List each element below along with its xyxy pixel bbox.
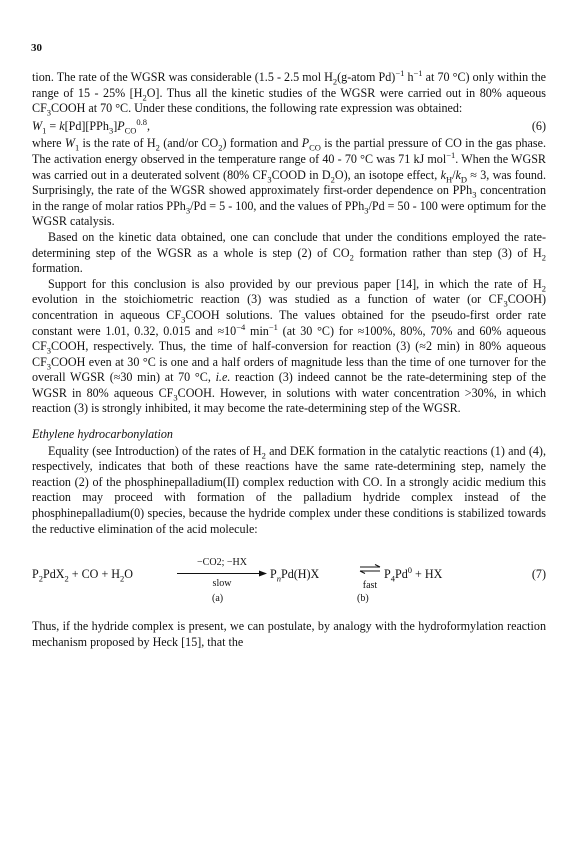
paragraph: Based on the kinetic data obtained, one can conclude that under the conditions employed the rate-determining step of the WGSR as a whole is step (2) of $CO_2$ formation rather than step (3) of $H_2$ formation. bbox=[32, 229, 547, 276]
equation-6: $W_1 = k[Pd][PPh_3]P_{CO}^{0.8}$, (6) bbox=[32, 116, 546, 136]
reaction-lhs: $P_2PdX_2$ + CO + $H_2O$ bbox=[32, 567, 134, 584]
equilibrium-label: fast bbox=[362, 579, 378, 591]
label-b: (b) bbox=[357, 593, 369, 605]
paragraph: where $W_1$ is the rate of $H_2$ (and/or $CO_2$) formation and $P_{CO}$ is the partial pressure of CO in the gas phase. The activation energy observed in the temperature range of 40 - 70 °C was 71 kJ mol$^{-1}$. When the WGSR was carried out in a deuterated solvent (80% $CF_3COOD$ in $D_2O$), an isotope effect, $k_H/k_D \approx 3$, was found. Surprisingly, the rate of the WGSR showed approximately first-order dependence on PPh$_3$ concentration in the range of molar ratios PPh$_3$/Pd = 5 - 100, and the values of PPh$_3$/Pd = 50 - 100 were optimum for the WGSR catalysis. bbox=[32, 136, 547, 229]
arrow-bottom-label: slow bbox=[212, 578, 232, 590]
paragraph: Thus, if the hydride complex is present, we can postulate, by analogy with the hydroformylation reaction mechanism proposed by Heck [15], that the bbox=[32, 619, 546, 649]
equilibrium-arrows-icon bbox=[359, 564, 381, 574]
section-heading: Ethylene hydrocarbonylation bbox=[32, 427, 173, 442]
label-a: (a) bbox=[212, 593, 224, 605]
reaction-7 bbox=[32, 545, 546, 607]
paragraph: Equality (see Introduction) of the rates of $H_2$ and DEK formation in the catalytic reactions (1) and (4), respectively, indicates that both of these reactions have the same rate-determining step, namely the reaction (2) of the phosphinepalladium(II) complex reduction with CO. In a strongly acidic medium this reaction may proceed with formation of the palladium hydride complex instead of the phosphinepalladium(0) species, because the hydride complex under these conditions is stabilized towards the reductive elimination of the acid molecule: bbox=[32, 443, 546, 536]
equilibrium-arrow bbox=[359, 563, 381, 593]
reaction-product-a: $P_nPd(H)X$ bbox=[270, 567, 320, 584]
reaction-arrow bbox=[177, 555, 267, 592]
paragraph: Support for this conclusion is also provided by our previous paper [14], in which the rate of $H_2$ evolution in the stoichiometric reaction (3) was studied as a function of water (or $CF_3COOH$) concentration in aqueous $CF_3COOH$ solutions. The values obtained for the pseudo-first order rate constant were 1.01, 0.32, 0.015 and $\approx 10^{-4}$ $\min^{-1} (at$ 30 °C) for ≈100%, 80%, 70% and 60% aqueous $CF_3COOH$, respectively. Thus, the time of half-conversion for reaction (3) (≈2 min) in 80% aqueous $CF_3COOH$ even at 30 °C is one and a half orders of magnitude less than the time of one turnover for the overall WGSR (≈30 min) at 70 °C, i.e. reaction (3) indeed cannot be the rate-determining step of the WGSR in 80% aqueous $CF_3COOH$. However, in solutions with water concentration >30%, in which reaction (3) is strongly inhibited, it may become the rate-determining step of the WGSR. bbox=[32, 276, 547, 416]
page-number: 30 bbox=[31, 42, 42, 54]
paragraph: tion. The rate of the WGSR was considerable (1.5 - 2.5 mol $H_2(g$-atom Pd)$^{-1}$ $h^{-1}$ at 70 °C) only within the range of 15 - 25% $[H_2O]$. Thus all the kinetic studies of the WGSR were carried out in 80% aqueous $CF_3COOH$ at 70 °C. Under these conditions, the following rate expression was obtained: bbox=[32, 67, 547, 118]
reaction-product-b: $P_4Pd^0$ + HX bbox=[384, 565, 443, 584]
arrow-top-label: −CO2; −HX bbox=[197, 557, 247, 569]
equation-number: (7) bbox=[531, 567, 546, 582]
equation-number: (6) bbox=[531, 118, 546, 133]
body-text bbox=[32, 67, 547, 650]
